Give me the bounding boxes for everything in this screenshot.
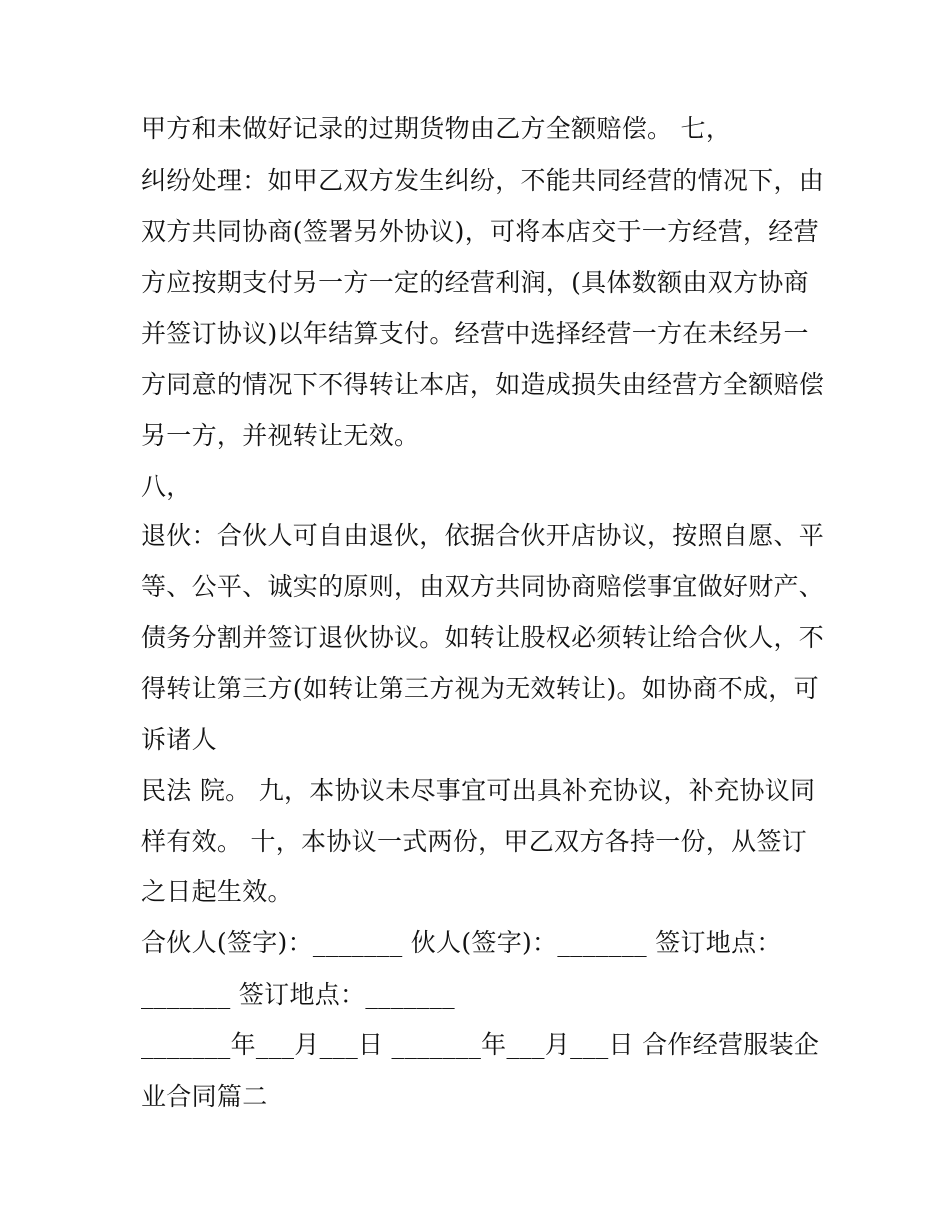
text-line: 之日起生效。 <box>141 877 293 906</box>
text-line: 得转让第三方(如转让第三方视为无效转让)。如协商不成，可 <box>141 674 819 703</box>
text-line: 另一方，并视转让无效。 <box>141 421 420 450</box>
text-line: 甲方和未做好记录的过期货物由乙方全额赔偿。 七， <box>141 114 732 143</box>
text-line: 债务分割并签订退伙协议。如转让股权必须转让给合伙人，不 <box>141 623 825 652</box>
text-line: 诉诸人 <box>141 725 217 754</box>
text-line: 并签订协议)以年结算支付。经营中选择经营一方在未经另一 <box>141 319 809 348</box>
date-line: _______年___月___日 _______年___月___日 合作经营服装企 <box>141 1030 820 1059</box>
signature-line: _______ 签订地点：_______ <box>141 980 455 1009</box>
text-line: 民法 院。 九，本协议未尽事宜可出具补充协议，补充协议同 <box>141 776 816 805</box>
text-line: 方应按期支付另一方一定的经营利润，(具体数额由双方协商 <box>141 268 809 297</box>
section-heading: 业合同篇二 <box>141 1082 268 1111</box>
text-line: 八， <box>141 472 192 501</box>
text-line: 纠纷处理：如甲乙双方发生纠纷，不能共同经营的情况下，由 <box>141 166 825 195</box>
signature-line: 合伙人(签字)：_______ 伙人(签字)：_______ 签订地点： <box>141 928 782 957</box>
text-line: 退伙：合伙人可自由退伙，依据合伙开店协议，按照自愿、平 <box>141 521 825 550</box>
text-line: 样有效。 十，本协议一式两份，甲乙双方各持一份，从签订 <box>141 827 808 856</box>
text-line: 等、公平、诚实的原则，由双方共同协商赔偿事宜做好财产、 <box>141 572 825 601</box>
text-line: 双方共同协商(签署另外协议)，可将本店交于一方经营，经营 <box>141 217 819 246</box>
text-line: 方同意的情况下不得转让本店，如造成损失由经营方全额赔偿 <box>141 370 825 399</box>
